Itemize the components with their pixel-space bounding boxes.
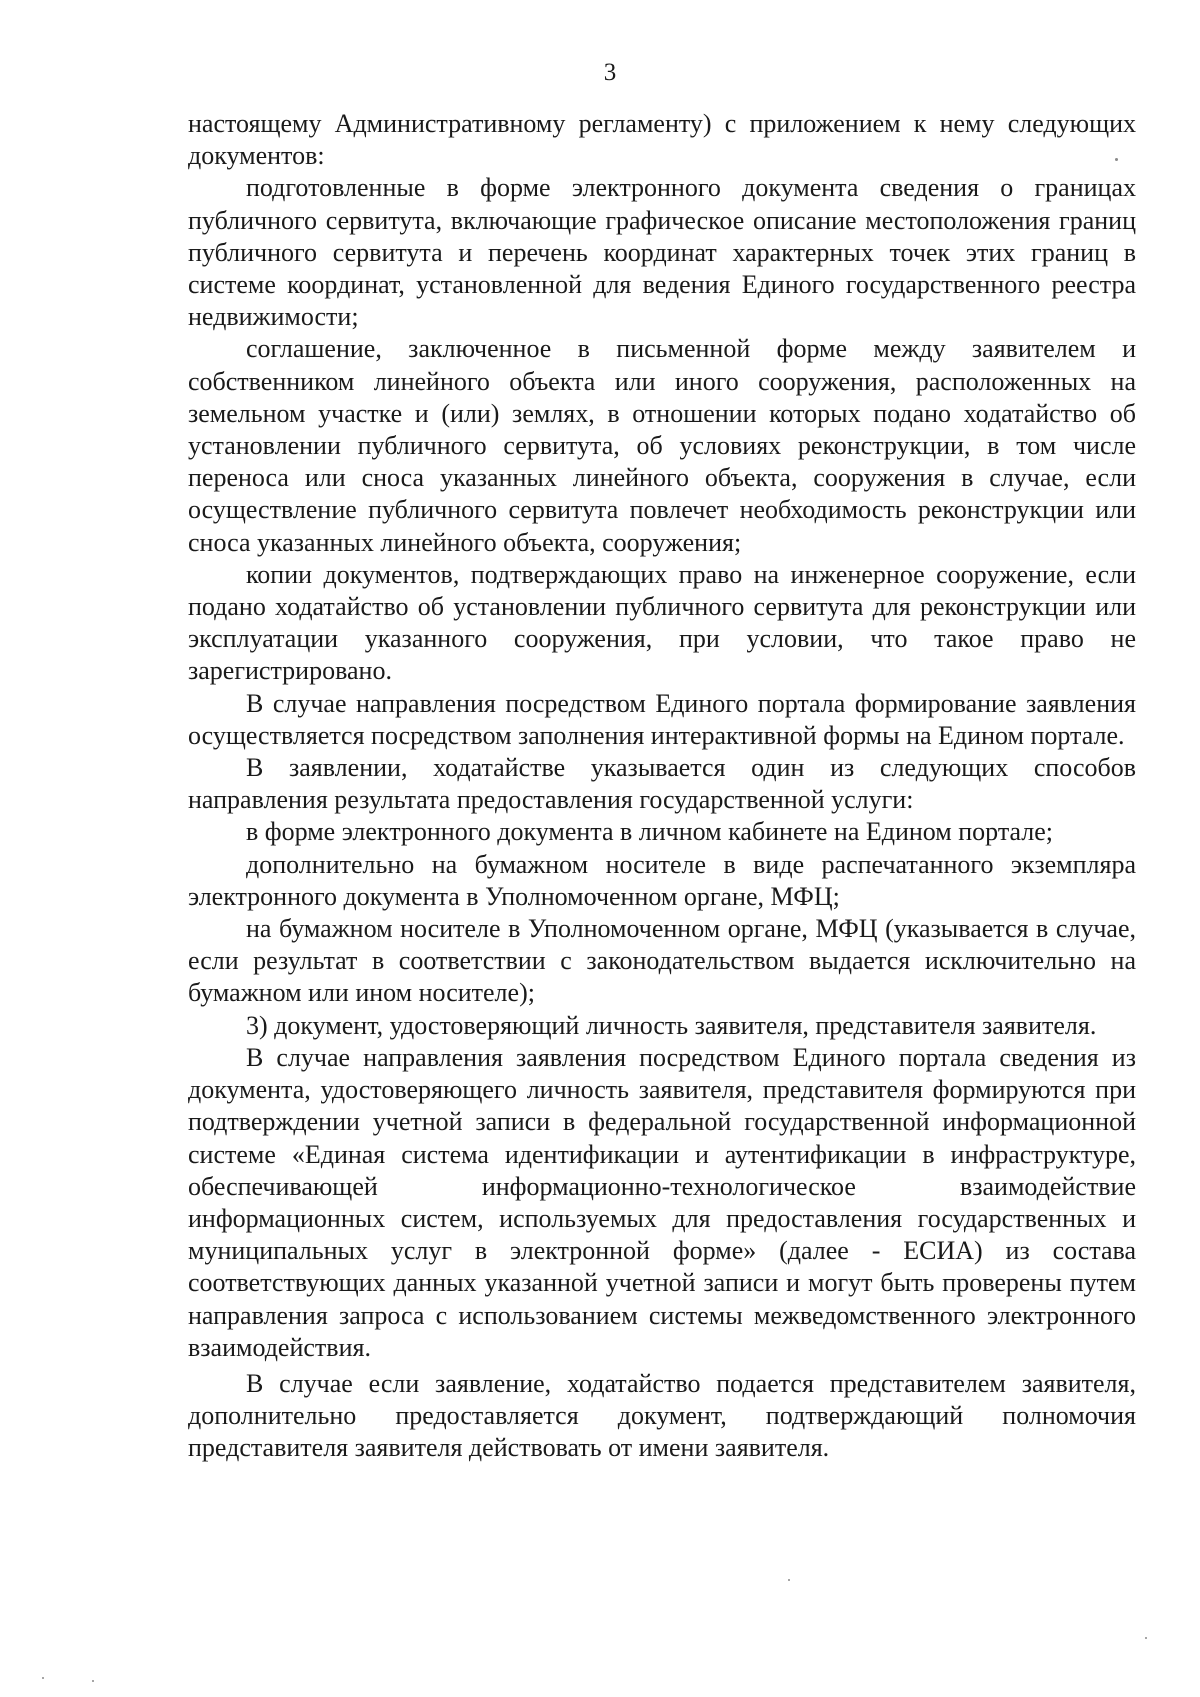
scan-speck [92, 1680, 94, 1682]
paragraph-electronic-result: в форме электронного документа в личном кабинете на Едином портале; [246, 817, 1054, 847]
paragraph-esia: В случае направления заявления посредством Единого портала сведения из документа, удостоверяющего личность заявителя, представителя формируются при подтверждении учетной записи в федеральной государственной информационной системе «Единая система идентификации и аутентификации в инфраструктуре, обеспечивающей информационно-технологическое взаимодействие информационных систем, используемых для предоставления государственных и муниципальных услуг в электронной форме» (далее - ЕСИА) из состава соответствующих данных указанной учетной записи и могут быть проверены путем направления запроса с использованием системы межведомственного электронного взаимодействия. [188, 1042, 1136, 1362]
paragraph-boundary-info: подготовленные в форме электронного документа сведения о границах публичного сервитута, включающие графическое описание местоположения границ публичного сервитута и перечень координат характерных точек этих границ в системе координат, установленной для ведения Единого государственного реестра недвижимости; [188, 173, 1136, 332]
scan-speck [1145, 1637, 1147, 1639]
scan-speck [788, 1579, 790, 1581]
page-number: 3 [603, 59, 617, 86]
paragraph-paper-result: на бумажном носителе в Уполномоченном органе, МФЦ (указывается в случае, если результат в соответствии с законодательством выдается исключительно на бумажном или ином носителе); [188, 914, 1136, 1008]
paragraph-identity-document: 3) документ, удостоверяющий личность заявителя, представителя заявителя. [246, 1010, 1097, 1040]
paragraph-result-methods: В заявлении, ходатайстве указывается один из следующих способов направления результата предоставления государственной услуги: [188, 753, 1136, 815]
document-body [188, 108, 1136, 1465]
paragraph-document-copies: копии документов, подтверждающих право на инженерное сооружение, если подано ходатайство об установлении публичного сервитута для реконструкции или эксплуатации указанного сооружения, при условии, что такое право не зарегистрировано. [188, 559, 1136, 686]
scan-speck [42, 1677, 44, 1679]
paragraph-portal-submission: В случае направления посредством Единого портала формирование заявления осуществляется посредством заполнения интерактивной формы на Едином портале. [188, 688, 1136, 750]
paragraph-representative: В случае если заявление, ходатайство подается представителем заявителя, дополнительно предоставляется документ, подтверждающий полномочия представителя заявителя действовать от имени заявителя. [188, 1368, 1136, 1463]
paragraph-paper-copy-result: дополнительно на бумажном носителе в виде распечатанного экземпляра электронного документа в Уполномоченном органе, МФЦ; [188, 849, 1136, 911]
paragraph-continuation: настоящему Административному регламенту) с приложением к нему следующих документов: [188, 109, 1136, 171]
paragraph-agreement: соглашение, заключенное в письменной форме между заявителем и собственником линейного объекта или иного сооружения, расположенных на земельном участке и (или) землях, в отношении которых подано ходатайство об установлении публичного сервитута, об условиях реконструкции, в том числе переноса или сноса указанных линейного объекта, сооружения в случае, если осуществление публичного сервитута повлечет необходимость реконструкции или сноса указанных линейного объекта, сооружения; [188, 334, 1136, 557]
scan-speck [1115, 158, 1118, 161]
